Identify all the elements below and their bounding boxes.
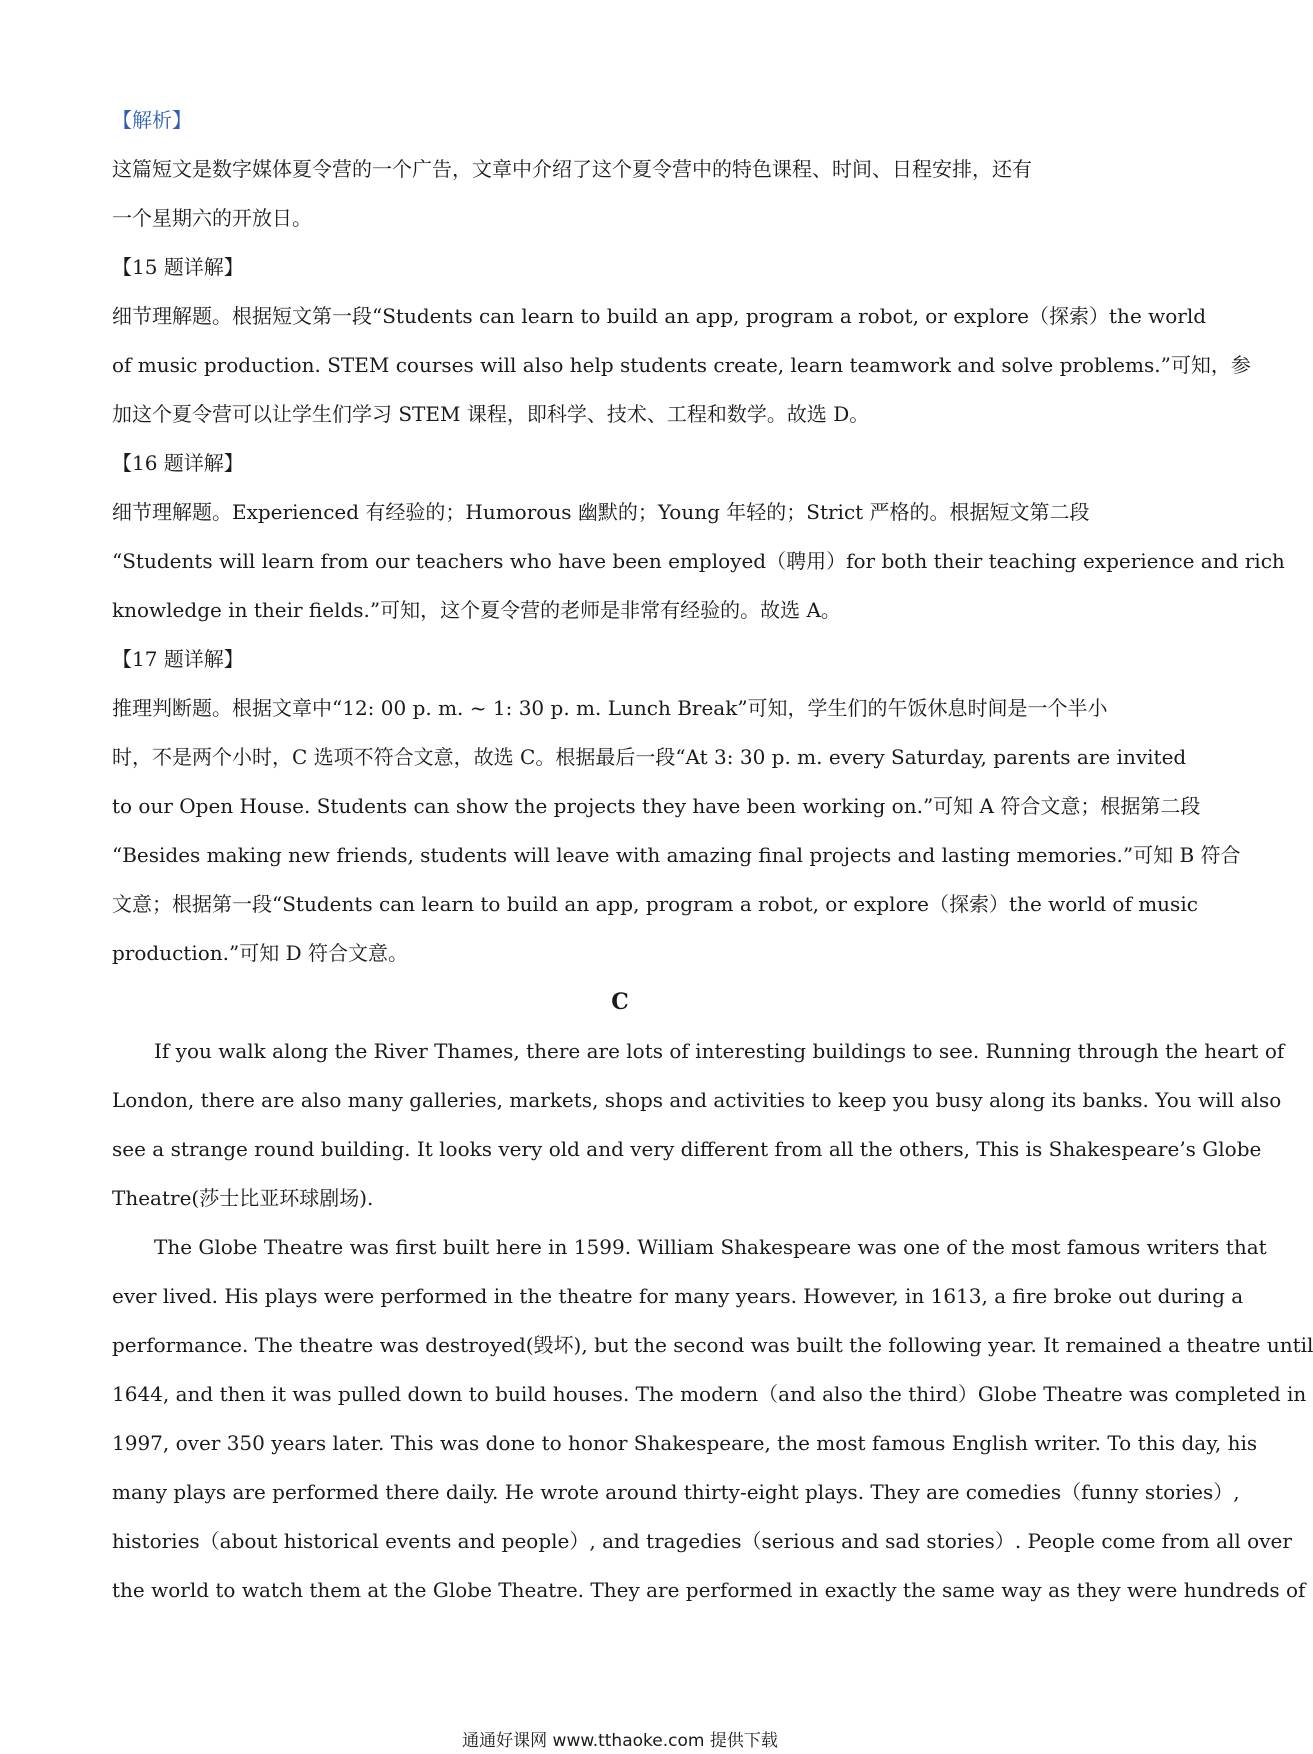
passage-p1-line-2: London, there are also many galleries, markets, shops and activities to keep you busy along its banks. You will also <box>112 1088 1282 1112</box>
document-body <box>112 96 1313 1615</box>
passage-p1-line-1: If you walk along the River Thames, there are lots of interesting buildings to see. Running through the heart of <box>154 1039 1285 1063</box>
q16-line-3: knowledge in their fields.”可知，这个夏令营的老师是非常有经验的。故选 A。 <box>112 598 841 622</box>
q15-line-3: 加这个夏令营可以让学生们学习 STEM 课程，即科学、技术、工程和数学。故选 D。 <box>112 402 870 426</box>
summary-line-1: 这篇短文是数字媒体夏令营的一个广告，文章中介绍了这个夏令营中的特色课程、时间、日程安排，还有 <box>112 157 1032 181</box>
q16-line-2: “Students will learn from our teachers who have been employed（聘用）for both their teaching experience and rich <box>112 549 1285 573</box>
q17-line-1: 推理判断题。根据文章中“12: 00 p. m. ~ 1: 30 p. m. Lunch Break”可知，学生们的午饭休息时间是一个半小 <box>112 696 1108 720</box>
passage-p1-line-4: Theatre(莎士比亚环球剧场). <box>112 1186 374 1210</box>
passage-p2-line-1: The Globe Theatre was first built here in 1599. William Shakespeare was one of the most famous writers that <box>154 1235 1267 1259</box>
q17-line-2: 时，不是两个小时，C 选项不符合文意，故选 C。根据最后一段“At 3: 30 p. m. every Saturday, parents are invited <box>112 745 1187 769</box>
passage-p2-line-3: performance. The theatre was destroyed(毁坏), but the second was built the following year. It remained a theatre until <box>112 1333 1313 1357</box>
passage-p2-line-2: ever lived. His plays were performed in the theatre for many years. However, in 1613, a fire broke out during a <box>112 1284 1244 1308</box>
q15-heading: 【15 题详解】 <box>112 255 244 279</box>
section-c-title: C <box>611 989 629 1015</box>
q17-line-5: 文意；根据第一段“Students can learn to build an app, program a robot, or explore（探索）the world of music <box>112 892 1198 916</box>
passage-p2-line-5: 1997, over 350 years later. This was done to honor Shakespeare, the most famous English writer. To this day, his <box>112 1431 1258 1455</box>
passage-p2-line-4: 1644, and then it was pulled down to build houses. The modern（and also the third）Globe Theatre was completed in <box>112 1382 1307 1406</box>
page-footer: 通通好课网 www.tthaoke.com 提供下载 <box>462 1731 778 1751</box>
q17-line-6: production.”可知 D 符合文意。 <box>112 941 408 965</box>
q17-line-3: to our Open House. Students can show the projects they have been working on.”可知 A 符合文意；根据第二段 <box>112 794 1201 818</box>
q16-heading: 【16 题详解】 <box>112 451 244 475</box>
q17-heading: 【17 题详解】 <box>112 647 244 671</box>
q17-line-4: “Besides making new friends, students will leave with amazing final projects and lasting memories.”可知 B 符合 <box>112 843 1241 867</box>
passage-p1-line-3: see a strange round building. It looks very old and very different from all the others, This is Shakespeare’s Globe <box>112 1137 1262 1161</box>
analysis-label: 【解析】 <box>112 108 192 132</box>
passage-p2-line-7: histories（about historical events and people）, and tragedies（serious and sad stories）. People come from all over <box>112 1529 1292 1553</box>
passage-p2-line-8: the world to watch them at the Globe Theatre. They are performed in exactly the same way as they were hundreds of <box>112 1578 1306 1602</box>
passage-p2-line-6: many plays are performed there daily. He wrote around thirty-eight plays. They are comedies（funny stories）, <box>112 1480 1240 1504</box>
summary-line-2: 一个星期六的开放日。 <box>112 206 312 230</box>
q15-line-2: of music production. STEM courses will also help students create, learn teamwork and solve problems.”可知，参 <box>112 353 1251 377</box>
q15-line-1: 细节理解题。根据短文第一段“Students can learn to build an app, program a robot, or explore（探索）the world <box>112 304 1207 328</box>
q16-line-1: 细节理解题。Experienced 有经验的；Humorous 幽默的；Young 年轻的；Strict 严格的。根据短文第二段 <box>112 500 1090 524</box>
